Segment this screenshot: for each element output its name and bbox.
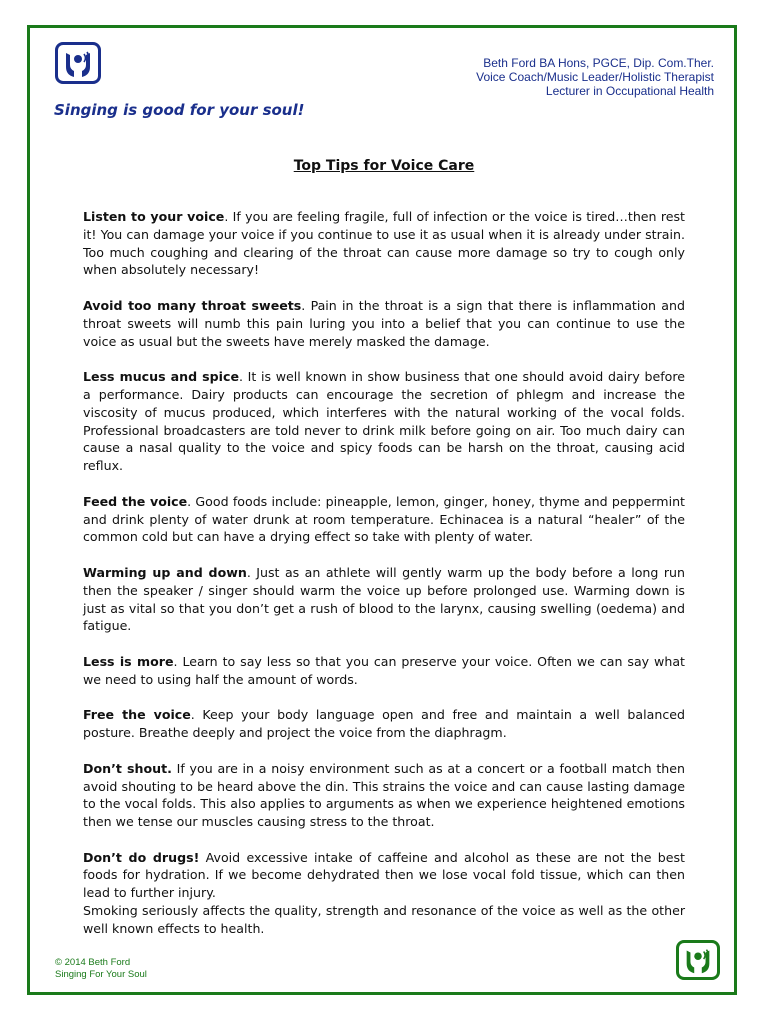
credential-line: Beth Ford BA Hons, PGCE, Dip. Com.Ther. [483,56,714,70]
footer-brand: Singing For Your Soul [55,969,147,980]
tip-paragraph [83,849,685,902]
tip-body: . If you are feeling fragile, full of infection or the voice is tired…then rest it! You can damage your voice if you continue to use it as usual when it is already under strain. Too much coughing and clearing of the throat can cause more damage so try to cough only when absolutely necessary! [83,209,685,278]
author-credentials [476,56,714,98]
tip-heading: Don’t do drugs! [83,849,200,865]
tip-heading: Avoid too many throat sweets [83,297,302,313]
tip-paragraph [83,760,685,831]
tip-body: Avoid excessive intake of caffeine and alcohol as these are not the best foods for hydration. If we become dehydrated then we lose vocal fold tissue, which can then lead to further injury. [83,849,685,901]
tip-paragraph [83,564,685,635]
tip-paragraph [83,297,685,350]
hands-holding-voice-icon [55,42,101,84]
tip-heading: Warming up and down [83,564,247,580]
footer [55,957,147,981]
hands-holding-voice-icon-footer [676,940,720,980]
tip-heading: Don’t shout. [83,760,172,776]
tip-heading: Listen to your voice [83,209,225,224]
tip-heading: Feed the voice [83,493,188,509]
tip-body: If you are in a noisy environment such as at a concert or a football match then avoid shouting to be heard above the din. This strains the voice and can cause lasting damage to the vocal folds. This also applies to arguments as when we experience heightened emotions then we tense our muscles causing stress to the throat. [83,760,685,830]
logo-graphic [58,45,98,81]
tip-body: . Just as an athlete will gently warm up the body before a long run then the speaker / singer should warm the voice up before prolonged use. Warming down is just as vital so that you don’t get a rush of blood to the larynx, causing swelling (oedema) and fatigue. [83,564,685,634]
tip-body: . Good foods include: pineapple, lemon, ginger, honey, thyme and peppermint and drink plenty of water drunk at room temperature. Echinacea is a natural “healer” of the common cold but can have a drying effect so take with plenty of water. [83,493,685,545]
tip-heading: Less is more [83,653,174,669]
tip-body: . Learn to say less so that you can preserve your voice. Often we can say what we need to using half the amount of words. [83,653,685,687]
document-title: Top Tips for Voice Care [293,158,475,174]
credential-line: Voice Coach/Music Leader/Holistic Therapist [476,70,714,84]
tip-body: . Keep your body language open and free and maintain a well balanced posture. Breathe deeply and project the voice from the diaphragm. [83,707,685,741]
closing-paragraph: Smoking seriously affects the quality, strength and resonance of the voice as well as the other well known effects to health. [83,903,685,936]
tip-body: . It is well known in show business that one should avoid dairy before a performance. Dairy products can encourage the secretion of phlegm and increase the viscosity of mucus produced, which interferes with the natural working of the vocal folds. Professional broadcasters are told never to drink milk before going on air. Too much dairy can cause a nasal quality to the voice and spicy foods can be harsh on the throat, causing acid reflux. [83,369,685,474]
tips-list [83,208,685,938]
tip-paragraph [83,368,685,475]
footer-copyright: © 2014 Beth Ford [55,957,131,968]
tip-paragraph [83,653,685,689]
credential-line: Lecturer in Occupational Health [545,84,714,98]
tip-heading: Free the voice [83,707,191,723]
tip-paragraph [83,493,685,546]
tip-paragraph [83,208,685,279]
tip-body: . Pain in the throat is a sign that there is inflammation and throat sweets will numb this pain luring you into a belief that you can continue to use the voice as usual but the sweets have merely masked the damage. [83,297,685,349]
logo-graphic [679,943,717,977]
tagline: Singing is good for your soul! [54,101,305,119]
tip-paragraph [83,706,685,742]
tip-heading: Less mucus and spice [83,369,240,385]
